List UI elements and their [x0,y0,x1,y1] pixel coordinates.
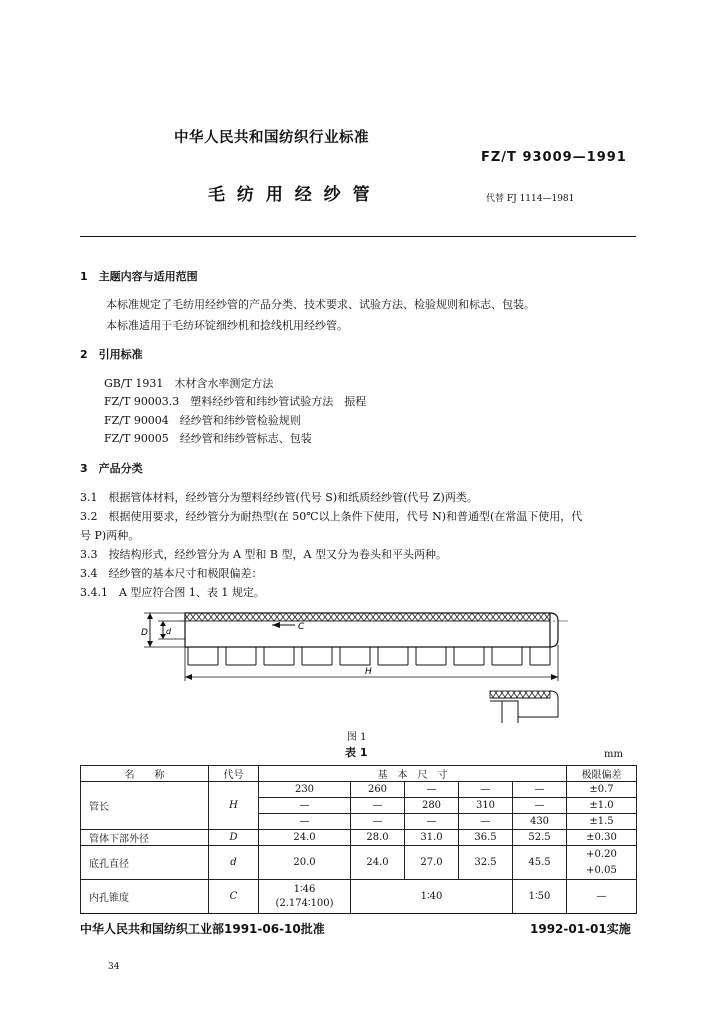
taper-ratio: 1∶46 [293,883,316,895]
table-row [81,782,637,798]
table-cell: — [513,798,567,814]
table-cell: — [351,798,405,814]
table-cell: 430 [513,814,567,830]
table-cell: 280 [405,798,459,814]
table-cell: 20.0 [259,846,351,880]
table-cell: — [405,782,459,798]
table-cell: — [405,814,459,830]
table-cell: 27.0 [405,846,459,880]
section-1-heading: 1 主题内容与适用范围 [80,270,198,283]
table-cell: 1∶50 [513,880,567,914]
table-cell: ±0.7 [567,782,637,798]
reference-item: FZ/T 90005 经纱管和纬纱管标志、包装 [104,432,312,445]
document-title: 毛 纺 用 经 纱 管 [208,185,373,205]
header-code: 代号 [209,766,259,782]
header-tolerance: 极限偏差 [567,766,637,782]
reference-item: FZ/T 90004 经纱管和纬纱管检验规则 [104,414,301,427]
table-unit: mm [604,749,623,760]
standard-number: FZ/T 93009—1991 [481,150,627,165]
clause-3-2-line-2: 号 P)两种。 [80,529,140,542]
table-cell: 32.5 [459,846,513,880]
table-cell: ±1.0 [567,798,637,814]
table-cell: 36.5 [459,830,513,846]
effective-date: 1992-01-01实施 [530,922,631,936]
reference-item: FZ/T 90003.3 塑料经纱管和纬纱管试验方法 振程 [104,395,367,408]
clause-3-3: 3.3 按结构形式，经纱管分为 A 型和 B 型，A 型又分为卷头和平头两种。 [80,548,447,561]
label-H: H [365,667,372,677]
header-rule [80,236,636,237]
footer-rule [80,913,636,914]
row-name-taper: 内孔锥度 [81,880,209,914]
table-header-row [81,766,637,782]
figure-1-tube-drawing [130,605,590,730]
table-cell: — [459,814,513,830]
table-cell: — [459,782,513,798]
row-code-d: d [209,846,259,880]
row-code-C: C [209,880,259,914]
dimensions-table [80,765,637,914]
table-cell: 230 [259,782,351,798]
figure-caption: 图 1 [347,732,367,743]
clause-3-1: 3.1 根据管体材料，经纱管分为塑料经纱管(代号 S)和纸质经纱管(代号 Z)两类。 [80,491,478,504]
reference-item: GB/T 1931 木材含水率测定方法 [104,377,274,390]
taper-percent: (2.174∶100) [275,897,334,909]
row-code-H: H [209,782,259,830]
section-1-paragraph-2: 本标准适用于毛纺环锭细纱机和捻线机用经纱管。 [106,319,348,332]
header-name: 名 称 [81,766,209,782]
section-3-heading: 3 产品分类 [80,462,143,475]
table-title: 表 1 [345,746,368,759]
table-row [81,846,637,880]
table-cell-tolerance [567,846,637,880]
clause-3-2-line-1: 3.2 根据使用要求，经纱管分为耐热型(在 50℃以上条件下使用，代号 N)和普通型(在常温下使用，代 [80,510,583,523]
section-2-heading: 2 引用标准 [80,348,143,361]
table-row [81,830,637,846]
row-code-D: D [209,830,259,846]
replaces-note: 代替 FJ 1114—1981 [486,194,575,204]
row-name-outer-diameter: 管体下部外径 [81,830,209,846]
clause-3-4-1: 3.4.1 A 型应符合图 1、表 1 规定。 [80,586,265,599]
approval-note: 中华人民共和国纺织工业部1991-06-10批准 [80,922,325,936]
table-cell: 24.0 [259,830,351,846]
table-cell: 28.0 [351,830,405,846]
table-cell: 260 [351,782,405,798]
table-cell: 31.0 [405,830,459,846]
label-C: C [298,622,305,632]
table-cell: — [351,814,405,830]
tolerance-upper: +0.20 [586,848,617,860]
label-d: d [166,627,172,636]
table-cell: 24.0 [351,846,405,880]
table-cell: 52.5 [513,830,567,846]
table-cell: 1∶40 [351,880,513,914]
tolerance-lower: +0.05 [586,864,617,876]
section-1-paragraph-1: 本标准规定了毛纺用经纱管的产品分类、技术要求、试验方法、检验规则和标志、包装。 [106,298,535,311]
table-cell: — [567,880,637,914]
label-D: D [141,628,148,638]
table-cell: — [259,814,351,830]
clause-3-4: 3.4 经纱管的基本尺寸和极限偏差： [80,567,263,580]
header-basic-size: 基 本 尺 寸 [259,766,567,782]
table-row [81,880,637,914]
table-cell: ±0.30 [567,830,637,846]
table-cell: ±1.5 [567,814,637,830]
table-cell: — [513,782,567,798]
org-title: 中华人民共和国纺织行业标准 [174,130,369,146]
row-name-tube-length: 管长 [81,782,209,830]
row-name-bore-diameter: 底孔直径 [81,846,209,880]
table-cell: 310 [459,798,513,814]
page-number: 34 [108,962,120,972]
table-cell: 45.5 [513,846,567,880]
table-cell: — [259,798,351,814]
table-cell [259,880,351,914]
